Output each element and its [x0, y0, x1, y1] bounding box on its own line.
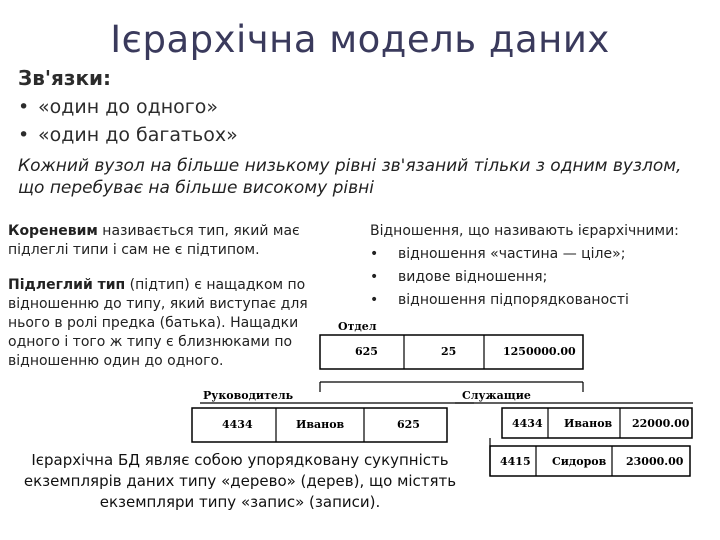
subtype-term: Підлеглий тип — [8, 277, 126, 293]
summary-text: Ієрархічна БД являє собою упорядковану сукупність екземплярів даних типу «дерево» (дерев), що містять екземпляри типу «запис» (записи). — [23, 451, 457, 511]
links-item-text: «один до одного» — [38, 96, 219, 118]
bullet-icon: • — [370, 269, 379, 285]
right-cell: Иванов — [564, 417, 613, 430]
left-cell: 625 — [397, 418, 420, 431]
bullet-icon: • — [18, 96, 30, 118]
bullet-icon: • — [370, 292, 379, 308]
right-cell: 22000.00 — [632, 417, 690, 430]
bullet-icon: • — [370, 246, 379, 262]
left-child-label: Руководитель — [203, 389, 294, 402]
root-def-text: називається тип, який має підлеглі типи і сам не є підтипом. — [8, 223, 300, 258]
root-term: Кореневим — [8, 223, 98, 239]
page-title: Ієрархічна модель даних — [110, 18, 610, 61]
links-item-text: «один до багатьох» — [38, 124, 238, 146]
left-cell: 4434 — [222, 418, 253, 431]
root-cell: 25 — [441, 345, 457, 358]
relations-item-text: відношення підпорядкованості — [398, 292, 629, 308]
right-child-label: Служащие — [462, 389, 531, 402]
right-cell: 23000.00 — [626, 455, 684, 468]
root-record-label: Отдел — [338, 320, 377, 333]
node-rule-text: Кожний вузол на більше низькому рівні зв'язаний тільки з одним вузлом, що перебуває на більше високому рівні — [18, 156, 682, 198]
root-cell: 1250000.00 — [503, 345, 576, 358]
right-cell: Сидоров — [552, 455, 607, 468]
right-cell: 4415 — [500, 455, 531, 468]
relations-item-text: видове відношення; — [398, 269, 548, 285]
links-heading: Зв'язки: — [18, 66, 112, 90]
root-cell: 625 — [355, 345, 378, 358]
right-cell: 4434 — [512, 417, 543, 430]
subtype-def-text: (підтип) є нащадком по відношенню до типу, який виступає для нього в ролі предка (батька). Нащадки одного і того ж типу є близнюками по відношенню один до одного. — [8, 277, 308, 369]
relations-heading: Відношення, що називають ієрархічними: — [370, 223, 679, 239]
relations-item-text: відношення «частина — ціле»; — [398, 246, 626, 262]
left-cell: Иванов — [296, 418, 345, 431]
bullet-icon: • — [18, 124, 30, 146]
